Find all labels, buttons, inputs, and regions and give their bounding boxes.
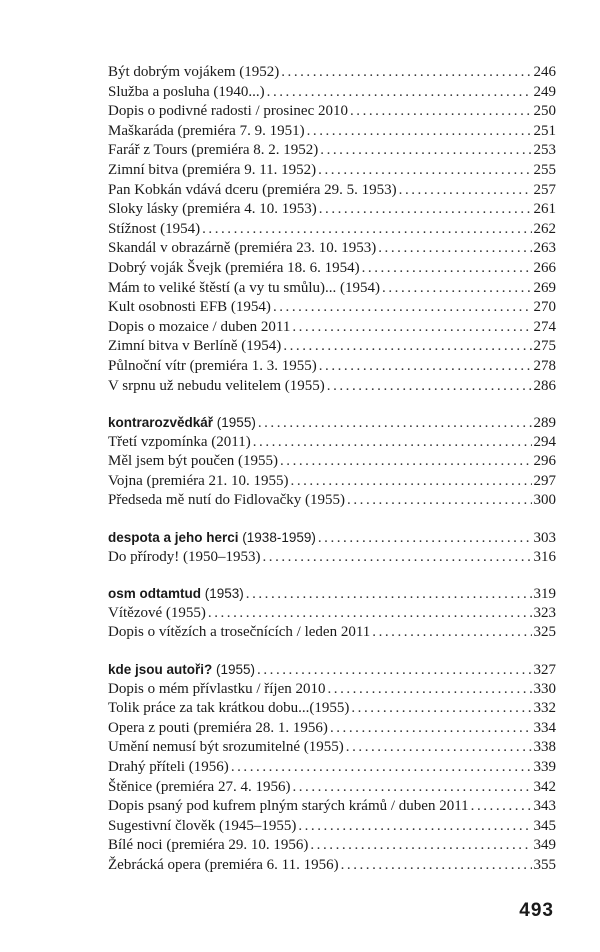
toc-entry xyxy=(108,472,556,492)
entry-title: Dopis o vítězích a trosečnících / leden 2011 xyxy=(108,624,371,641)
section-title-year: (1938-1959) xyxy=(238,530,316,546)
dot-leader xyxy=(318,529,532,548)
dot-leader xyxy=(291,472,532,492)
page-ref: 294 xyxy=(533,433,556,450)
entry-title: V srpnu už nebudu velitelem (1955) xyxy=(108,377,325,394)
toc-entry xyxy=(108,181,556,201)
page-ref: 316 xyxy=(533,548,556,565)
entry-title: Sugestivní člověk (1945–1955) xyxy=(108,817,297,834)
toc-section xyxy=(108,584,556,643)
entry-title: Tolik práce za tak krátkou dobu...(1955) xyxy=(108,700,350,717)
page-ref: 278 xyxy=(533,357,556,374)
page-ref: 266 xyxy=(533,259,556,276)
dot-leader xyxy=(307,122,532,142)
entry-title: Být dobrým vojákem (1952) xyxy=(108,64,280,80)
dot-leader xyxy=(231,758,532,778)
dot-leader xyxy=(347,491,531,511)
entry-title: Zimní bitva v Berlíně (1954) xyxy=(108,338,282,355)
dot-leader xyxy=(292,318,531,338)
dot-leader xyxy=(280,452,532,472)
page-ref: 289 xyxy=(533,415,556,432)
section-title-year: (1955) xyxy=(212,662,256,678)
dot-leader xyxy=(471,797,532,817)
entry-title: Pan Kobkán vdává dceru (premiéra 29. 5. 1953) xyxy=(108,181,397,198)
section-title-bold: despota a jeho herci xyxy=(108,530,239,546)
toc-entry xyxy=(108,357,556,377)
dot-leader xyxy=(310,836,531,856)
dot-leader xyxy=(267,83,532,103)
toc-entry xyxy=(108,680,556,700)
page-ref: 300 xyxy=(533,492,556,509)
dot-leader xyxy=(281,63,531,83)
toc-entry xyxy=(108,318,556,338)
page-ref: 296 xyxy=(533,453,556,470)
entry-title: Třetí vzpomínka (2011) xyxy=(108,433,251,450)
toc-section-heading xyxy=(108,660,556,680)
page-ref: 345 xyxy=(533,817,556,834)
entry-title: Do přírody! (1950–1953) xyxy=(108,548,261,565)
toc-section xyxy=(108,528,556,567)
toc-entry xyxy=(108,298,556,318)
page-ref: 261 xyxy=(533,201,556,218)
page-ref: 274 xyxy=(533,318,556,335)
page-ref: 275 xyxy=(533,338,556,355)
page-ref: 355 xyxy=(533,856,556,873)
toc-section xyxy=(108,413,556,511)
toc-entry xyxy=(108,337,556,357)
toc-entry xyxy=(108,83,556,103)
entry-title: Umění nemusí být srozumitelné (1955) xyxy=(108,739,344,756)
section-title xyxy=(108,660,255,680)
page-number: 493 xyxy=(519,900,554,921)
section-title-bold: kontrarozvědkář xyxy=(108,415,214,431)
entry-title: Předseda mě nutí do Fidlovačky (1955) xyxy=(108,492,346,509)
dot-leader xyxy=(298,817,531,837)
toc-entry xyxy=(108,817,556,837)
dot-leader xyxy=(262,548,531,568)
section-title xyxy=(108,584,244,604)
entry-title: Žebrácká opera (premiéra 6. 11. 1956) xyxy=(108,856,339,873)
entry-title: Sloky lásky (premiéra 4. 10. 1953) xyxy=(108,201,317,218)
page-ref: 255 xyxy=(533,161,556,178)
page-ref: 342 xyxy=(533,778,556,795)
page-ref: 332 xyxy=(533,700,556,717)
page-ref: 330 xyxy=(533,680,556,697)
toc-entry xyxy=(108,141,556,161)
toc-entry xyxy=(108,377,556,397)
toc-entry xyxy=(108,200,556,220)
toc-entry xyxy=(108,259,556,279)
entry-title: Dopis psaný pod kufrem plným starých krámů / duben 2011 xyxy=(108,798,469,815)
page-ref: 327 xyxy=(533,662,556,679)
dot-leader xyxy=(283,337,531,357)
toc-section xyxy=(108,660,556,876)
page-ref: 297 xyxy=(533,472,556,489)
page-ref: 349 xyxy=(533,837,556,854)
page-ref: 343 xyxy=(533,798,556,815)
entry-title: Opera z pouti (premiéra 28. 1. 1956) xyxy=(108,719,328,736)
dot-leader xyxy=(341,856,532,876)
toc-entry xyxy=(108,161,556,181)
dot-leader xyxy=(378,239,531,259)
page-ref: 325 xyxy=(533,624,556,641)
section-title-year: (1953) xyxy=(201,586,244,602)
entry-title: Kult osobnosti EFB (1954) xyxy=(108,299,271,316)
toc-entry xyxy=(108,623,556,643)
dot-leader xyxy=(318,161,531,181)
toc-entry xyxy=(108,797,556,817)
page-ref: 334 xyxy=(533,719,556,736)
dot-leader xyxy=(273,298,532,318)
toc-entry xyxy=(108,836,556,856)
entry-title: Dopis o mozaice / duben 2011 xyxy=(108,318,291,335)
dot-leader xyxy=(319,200,532,220)
toc-entry xyxy=(108,604,556,624)
toc-entry xyxy=(108,699,556,719)
dot-leader xyxy=(372,623,531,643)
dot-leader xyxy=(350,102,532,122)
toc-entry xyxy=(108,433,556,453)
toc-section-heading xyxy=(108,584,556,604)
dot-leader xyxy=(208,604,532,624)
page-ref: 338 xyxy=(533,739,556,756)
dot-leader xyxy=(320,141,531,161)
toc-entry xyxy=(108,856,556,876)
toc-entry xyxy=(108,239,556,259)
entry-title: Maškaráda (premiéra 7. 9. 1951) xyxy=(108,122,305,139)
section-title-bold: osm odtamtud xyxy=(108,586,201,602)
dot-leader xyxy=(246,585,532,604)
section-title xyxy=(108,413,256,433)
page-ref: 257 xyxy=(533,181,556,198)
dot-leader xyxy=(382,279,531,299)
dot-leader xyxy=(202,220,531,240)
page-ref: 303 xyxy=(533,530,556,547)
page-ref: 286 xyxy=(533,377,556,394)
entry-title: Vojna (premiéra 21. 10. 1955) xyxy=(108,472,289,489)
toc-entry xyxy=(108,491,556,511)
toc-section-heading xyxy=(108,413,556,433)
dot-leader xyxy=(258,414,532,433)
page-ref: 263 xyxy=(533,240,556,257)
toc-entry xyxy=(108,452,556,472)
toc-entry xyxy=(108,778,556,798)
dot-leader xyxy=(292,778,531,798)
page-ref: 253 xyxy=(533,142,556,159)
entry-title: Dopis o podivné radosti / prosinec 2010 xyxy=(108,103,348,120)
entry-title: Štěnice (premiéra 27. 4. 1956) xyxy=(108,778,291,795)
entry-title: Skandál v obrazárně (premiéra 23. 10. 1953) xyxy=(108,240,377,257)
entry-title: Dobrý voják Švejk (premiéra 18. 6. 1954) xyxy=(108,259,360,276)
section-title-bold: kde jsou autoři? xyxy=(108,662,213,678)
toc-entry xyxy=(108,122,556,142)
dot-leader xyxy=(399,181,532,201)
entry-title: Vítězové (1955) xyxy=(108,604,206,621)
page-ref: 262 xyxy=(533,220,556,237)
table-of-contents xyxy=(108,63,556,876)
toc-section xyxy=(108,63,556,396)
entry-title: Půlnoční vítr (premiéra 1. 3. 1955) xyxy=(108,357,317,374)
entry-title: Drahý příteli (1956) xyxy=(108,759,229,775)
dot-leader xyxy=(351,699,531,719)
entry-title: Stížnost (1954) xyxy=(108,220,201,237)
entry-title: Bílé noci (premiéra 29. 10. 1956) xyxy=(108,837,309,854)
toc-entry xyxy=(108,279,556,299)
dot-leader xyxy=(319,357,532,377)
page-ref: 323 xyxy=(533,604,556,621)
toc-entry xyxy=(108,63,556,83)
entry-title: Měl jsem být poučen (1955) xyxy=(108,453,278,470)
section-title-year: (1955) xyxy=(213,415,256,431)
page-ref: 250 xyxy=(533,103,556,120)
toc-entry xyxy=(108,758,556,778)
toc-entry xyxy=(108,738,556,758)
toc-entry xyxy=(108,719,556,739)
toc-entry xyxy=(108,220,556,240)
dot-leader xyxy=(327,377,532,397)
entry-title: Mám to veliké štěstí (a vy tu smůlu)... (1954) xyxy=(108,279,381,296)
entry-title: Služba a posluha (1940...) xyxy=(108,83,265,100)
page-ref: 339 xyxy=(533,759,556,775)
page-ref: 249 xyxy=(533,83,556,100)
dot-leader xyxy=(253,433,532,453)
dot-leader xyxy=(346,738,532,758)
page-ref: 270 xyxy=(533,299,556,316)
section-title xyxy=(108,528,316,548)
toc-entry xyxy=(108,102,556,122)
dot-leader xyxy=(327,680,531,700)
page-ref: 246 xyxy=(533,64,556,80)
entry-title: Dopis o mém přívlastku / říjen 2010 xyxy=(108,680,326,697)
dot-leader xyxy=(257,661,531,680)
toc-entry xyxy=(108,548,556,568)
toc-section-heading xyxy=(108,528,556,548)
dot-leader xyxy=(362,259,532,279)
entry-title: Farář z Tours (premiéra 8. 2. 1952) xyxy=(108,142,319,159)
page-ref: 269 xyxy=(533,279,556,296)
page-ref: 319 xyxy=(533,586,556,603)
entry-title: Zimní bitva (premiéra 9. 11. 1952) xyxy=(108,161,317,178)
page-ref: 251 xyxy=(533,122,556,139)
dot-leader xyxy=(330,719,532,739)
